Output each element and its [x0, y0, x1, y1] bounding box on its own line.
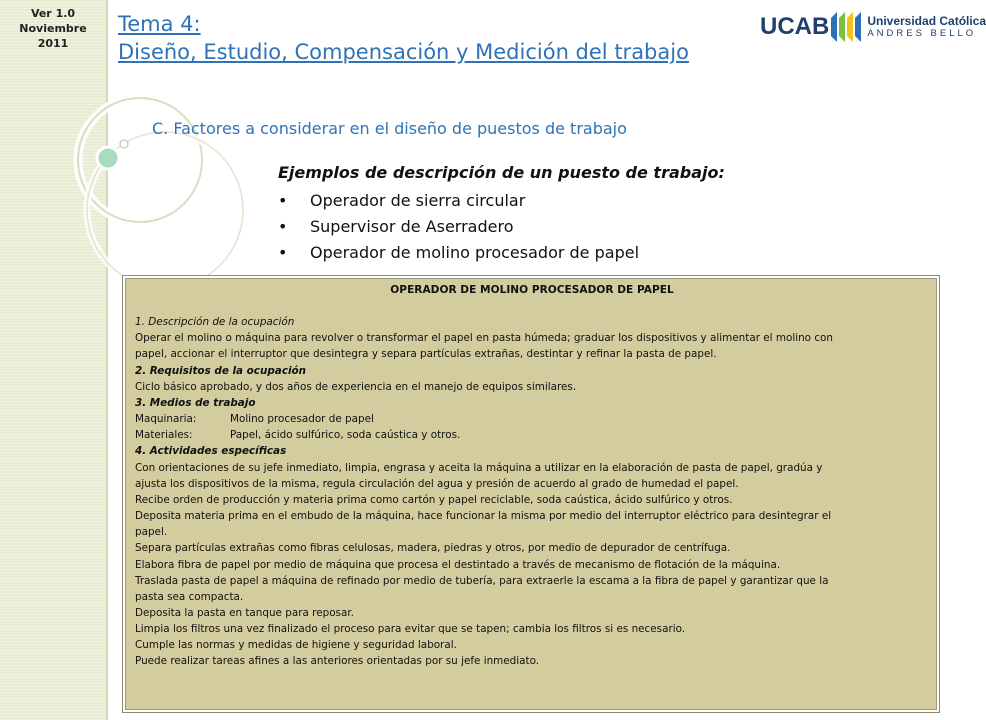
- logo-emblem-icon: [829, 10, 863, 44]
- title-heading: Diseño, Estudio, Compensación y Medición del trabajo: [118, 40, 689, 64]
- resource-key: Materiales:: [135, 429, 193, 442]
- description-line: Cumple las normas y medidas de higiene y seguridad laboral.: [135, 639, 457, 652]
- examples-heading: Ejemplos de descripción de un puesto de trabajo:: [278, 163, 725, 182]
- version-label: [8, 6, 98, 51]
- logo-name: [867, 15, 986, 39]
- job-description-box: [122, 275, 940, 713]
- examples-list: [278, 188, 725, 266]
- description-line: Puede realizar tareas afines a las anteriores orientadas por su jefe inmediato.: [135, 655, 540, 668]
- description-line: ajusta los dispositivos de la misma, regula circulación del agua y presión de acuerdo al grado de humedad el papel.: [135, 477, 739, 490]
- green-dot-icon: [97, 147, 119, 169]
- description-line: pasta sea compacta.: [135, 590, 244, 603]
- description-line: Limpia los filtros una vez finalizado el proceso para evitar que se tapen; cambia los filtros si es necesario.: [135, 623, 686, 636]
- page-title: [118, 10, 689, 66]
- section-title: 3. Medios de trabajo: [135, 396, 256, 409]
- description-line: papel.: [135, 526, 168, 539]
- version-year: 2011: [37, 37, 69, 50]
- logo-name-line1: Universidad Católica: [867, 14, 986, 28]
- resource-row: [135, 411, 929, 427]
- description-line: Elabora fibra de papel por medio de máquina que procesa el destintado a través de mecanismo de flotación de la máquina.: [135, 558, 781, 571]
- description-line: Ciclo básico aprobado, y dos años de experiencia en el manejo de equipos similares.: [135, 380, 577, 393]
- description-line: Recibe orden de producción y materia prima como cartón y papel reciclable, soda caústica, ácido sulfúrico y otros.: [135, 493, 733, 506]
- description-line: Deposita materia prima en el embudo de la máquina, hace funcionar la misma por medio del interruptor eléctrico para desintegrar el: [135, 510, 832, 523]
- section-title: 2. Requisitos de la ocupación: [135, 364, 307, 377]
- description-title: OPERADOR DE MOLINO PROCESADOR DE PAPEL: [390, 284, 674, 296]
- version-month: Noviembre: [19, 22, 87, 35]
- description-line: Separa partículas extrañas como fibras celulosas, madera, piedras y otros, por medio de depurador de centrífuga.: [135, 542, 731, 555]
- description-line: Deposita la pasta en tanque para reposar.: [135, 606, 354, 619]
- spacer: [135, 298, 929, 314]
- list-item: • Operador de molino procesador de papel: [278, 240, 725, 266]
- resource-key: Maquinaria:: [135, 413, 197, 426]
- description-line: Con orientaciones de su jefe inmediato, limpia, engrasa y aceita la máquina a utilizar en la elaboración de pasta de papel, gradúa y: [135, 461, 823, 474]
- small-dot-icon: [120, 140, 128, 148]
- resource-value: Papel, ácido sulfúrico, soda caústica y otros.: [230, 429, 461, 442]
- ucab-logo: [760, 8, 986, 46]
- section-title: 1. Descripción de la ocupación: [135, 316, 295, 329]
- logo-name-line2: ANDRES BELLO: [867, 28, 977, 39]
- resource-row: [135, 427, 929, 443]
- description-line: Traslada pasta de papel a máquina de refinado por medio de tubería, para extraerle la escama a la fibra de papel y garantizar que la: [135, 574, 829, 587]
- section-subtitle: C. Factores a considerar en el diseño de puestos de trabajo: [152, 119, 627, 138]
- version-line: Ver 1.0: [30, 7, 76, 20]
- list-item: • Supervisor de Aserradero: [278, 214, 725, 240]
- list-item: • Operador de sierra circular: [278, 188, 725, 214]
- title-topic: Tema 4:: [118, 12, 201, 36]
- section-title: 4. Actividades específicas: [135, 445, 287, 458]
- description-line: Operar el molino o máquina para revolver o transformar el papel en pasta húmeda; graduar los dispositivos y alimentar el molino con: [135, 332, 833, 345]
- description-line: papel, accionar el interruptor que desintegra y separa partículas extrañas, destintar y refinar la pasta de papel.: [135, 348, 717, 361]
- resource-value: Molino procesador de papel: [230, 413, 374, 426]
- logo-acronym: UCAB: [760, 13, 830, 40]
- examples-block: [278, 162, 725, 266]
